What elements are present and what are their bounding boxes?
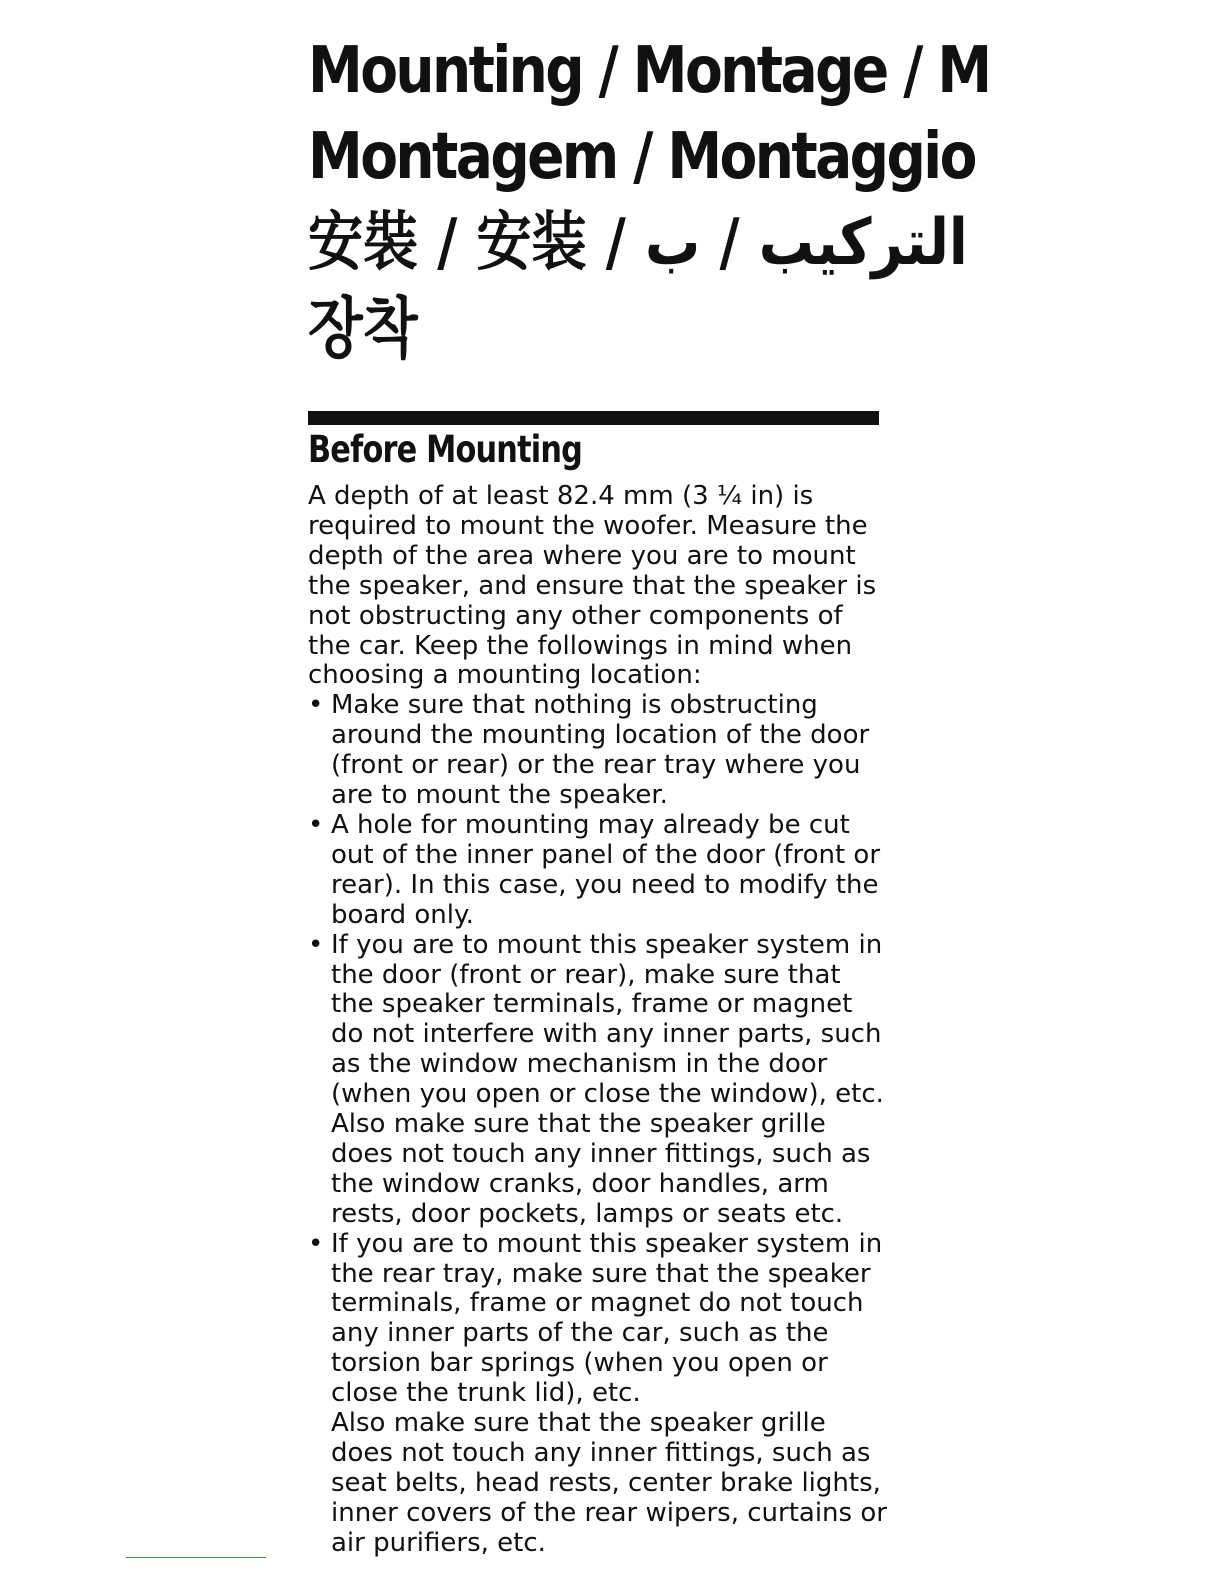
section-divider bbox=[308, 411, 879, 425]
title-line-2: Montagem / Montaggio bbox=[308, 120, 975, 194]
title-line-1: Mounting / Montage / M bbox=[308, 34, 990, 108]
list-item bbox=[308, 931, 888, 1230]
footer-divider bbox=[126, 1557, 266, 1558]
bullet-continuation: Also make sure that the speaker grille does not touch any inner fittings, such as the window cranks, door handles, arm rests, door pockets, lamps or seats etc. bbox=[331, 1109, 871, 1229]
bullet-text: If you are to mount this speaker system in the door (front or rear), make sure that the speaker terminals, frame or magnet do not interfere with any inner parts, such as the window mechanism in the door (when you open or close the window), etc. bbox=[331, 929, 884, 1110]
list-item bbox=[308, 691, 888, 811]
section-heading: Before Mounting bbox=[308, 428, 583, 471]
title-line-4: 장착 bbox=[308, 290, 418, 367]
bullet-text: If you are to mount this speaker system in the rear tray, make sure that the speaker terminals, frame or magnet do not touch any inner parts of the car, such as the torsion bar springs (when you open or close the trunk lid), etc. bbox=[331, 1228, 883, 1409]
bullet-list bbox=[308, 691, 888, 1558]
title-line-3: 安裝 / 安装 / التركيب / ب bbox=[308, 206, 968, 280]
list-item bbox=[308, 811, 888, 931]
bullet-text: Make sure that nothing is obstructing around the mounting location of the door (front or rear) or the rear tray where you are to mount the speaker. bbox=[331, 690, 870, 811]
bullet-text: A hole for mounting may already be cut out of the inner panel of the door (front or rear). In this case, you need to modify the board only. bbox=[331, 809, 881, 930]
intro-paragraph: A depth of at least 82.4 mm (3 ¹⁄₄ in) is required to mount the woofer. Measure the depth of the area where you are to mount the speaker, and ensure that the speaker is not obstructing any other components of the car. Keep the followings in mind when choosing a mounting location: bbox=[308, 481, 877, 691]
list-item bbox=[308, 1230, 888, 1559]
bullet-continuation: Also make sure that the speaker grille does not touch any inner fittings, such as seat belts, head rests, center brake lights, inner covers of the rear wipers, curtains or air purifiers, etc. bbox=[331, 1408, 887, 1558]
page-title bbox=[308, 28, 990, 372]
section-body bbox=[308, 482, 888, 1559]
